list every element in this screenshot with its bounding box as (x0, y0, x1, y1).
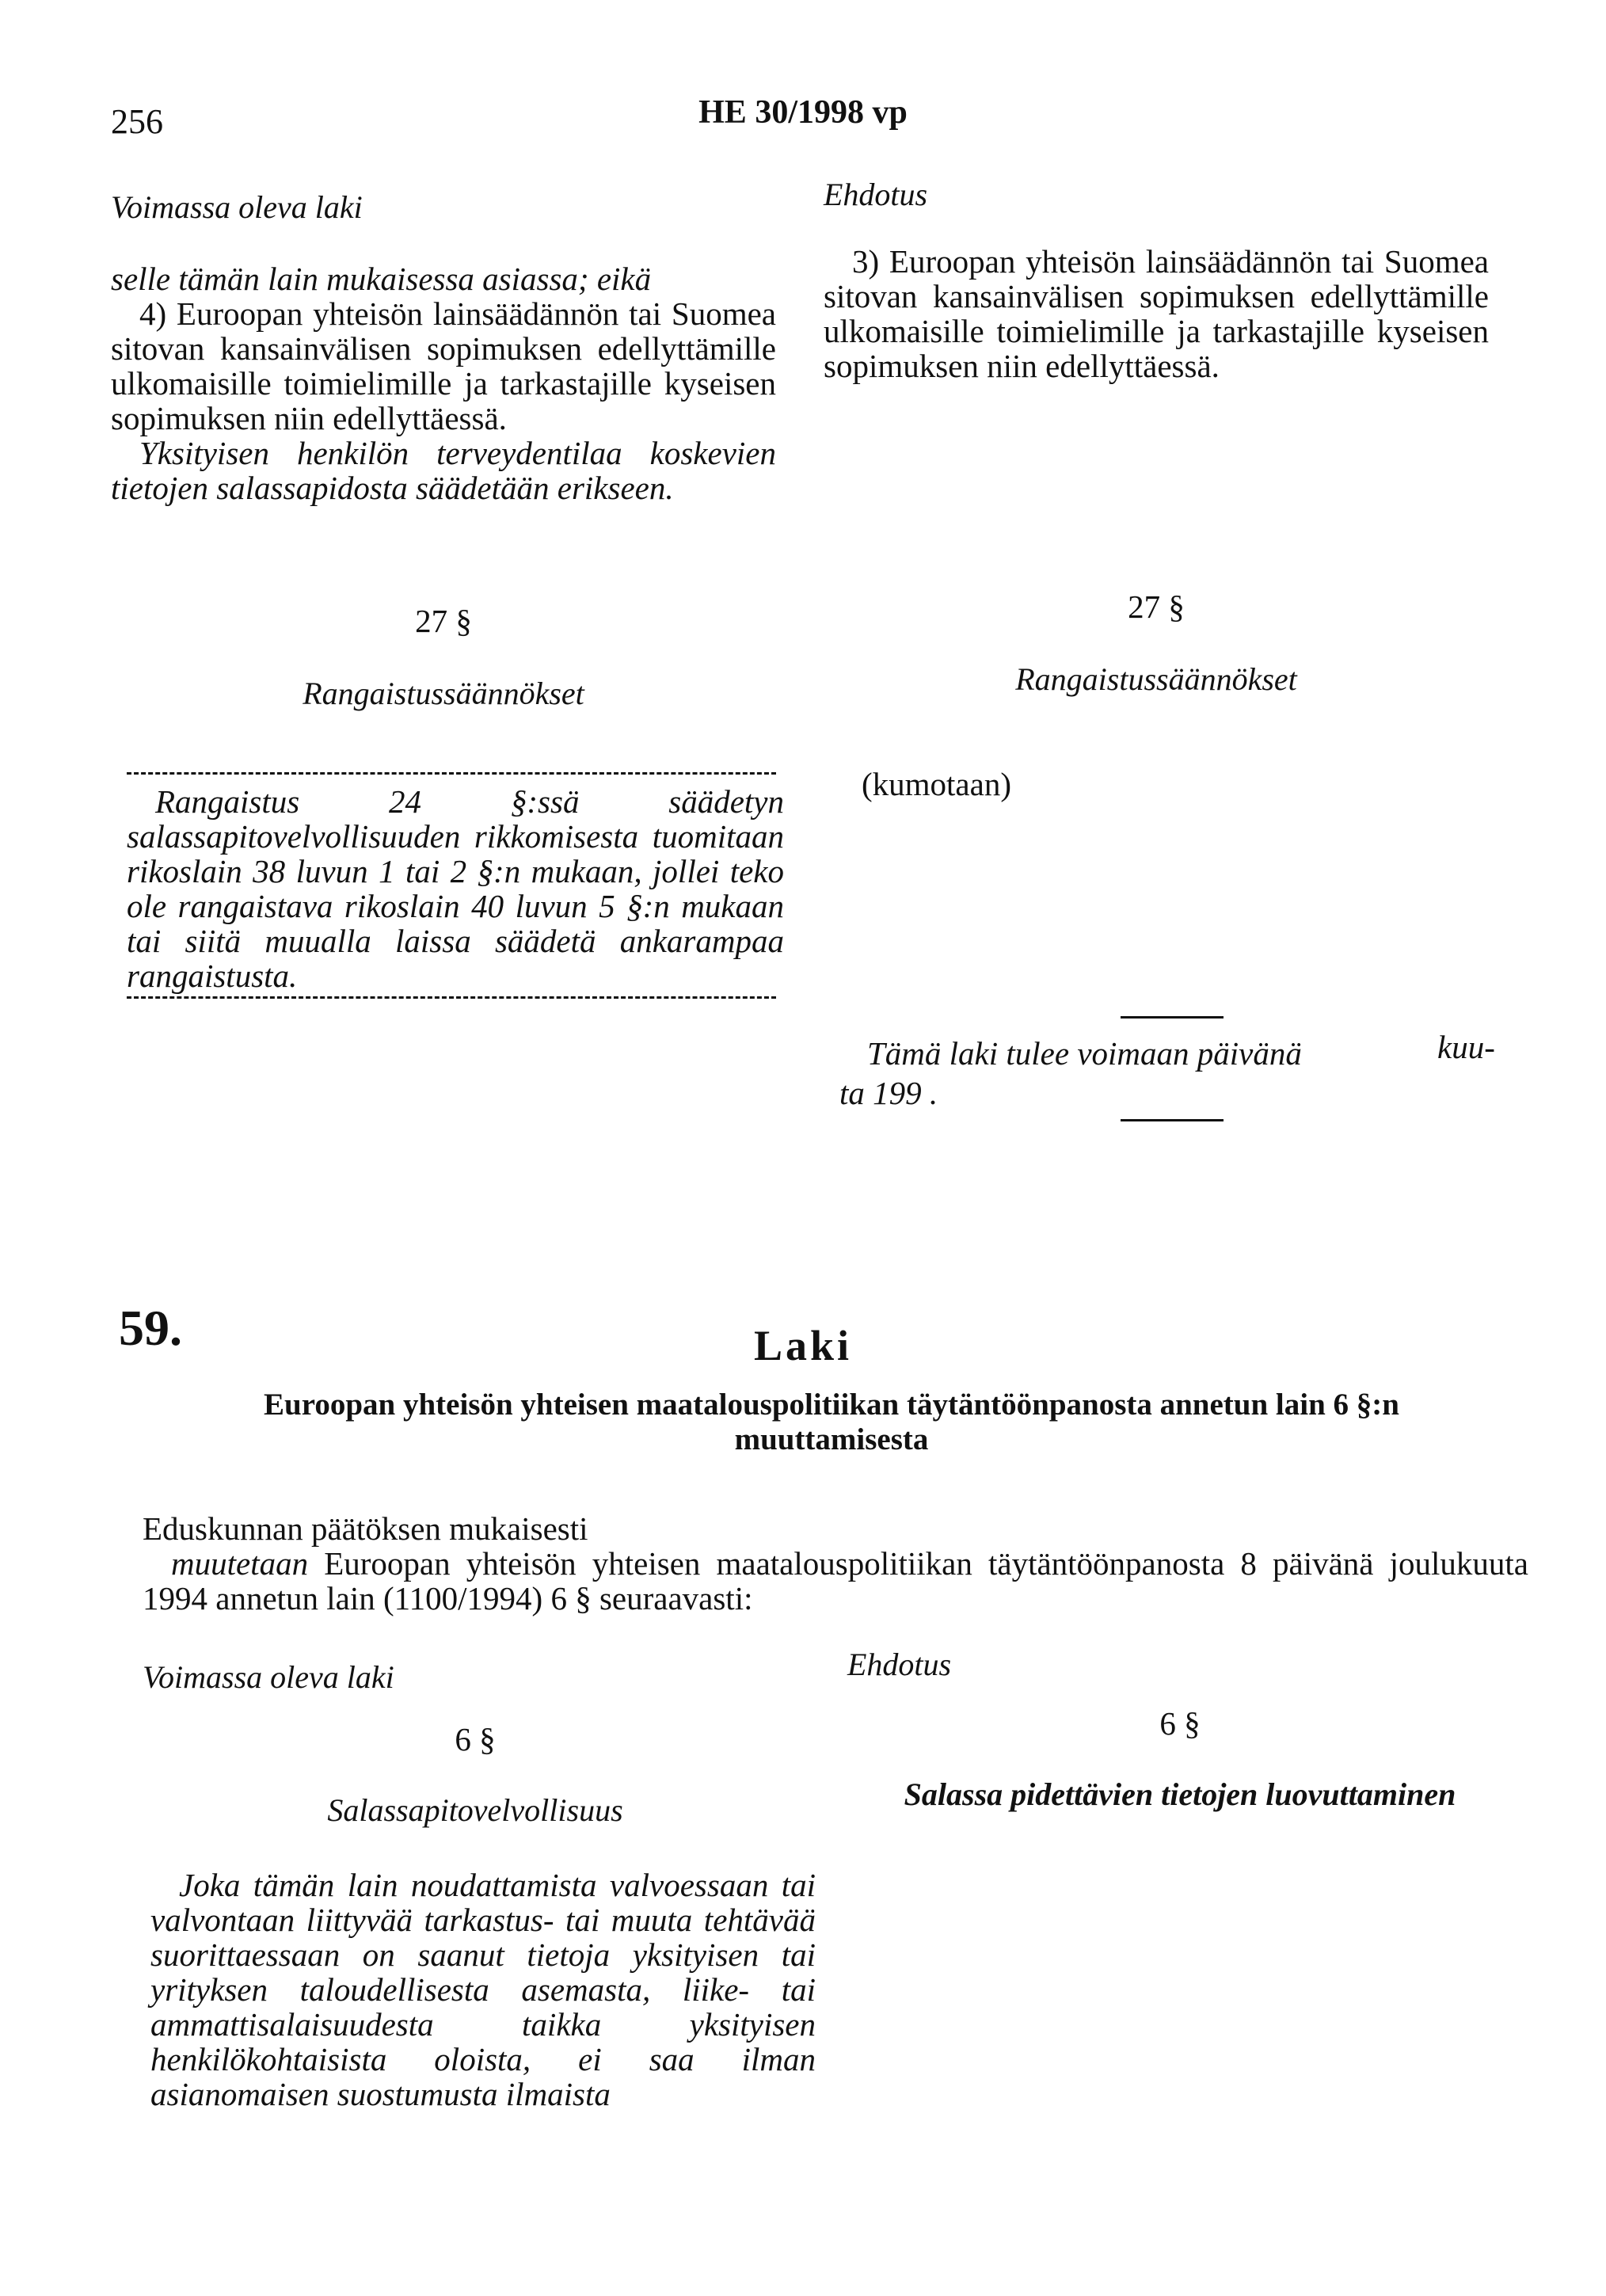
effective-text-a: Tämä laki tulee voimaan päivänä (867, 1035, 1302, 1072)
left-para-b: 4) Euroopan yhteisön lainsäädännön tai Suomea sitovan kansainvälisen sopimuksen edellyttämille ulkomaisille toimielimille ja tarkastajille kyseisen sopimuksen niin edellyttäessä. (111, 295, 776, 436)
penalty-block (127, 784, 784, 993)
effective-text-b: kuu- (1437, 1029, 1495, 1065)
left-section-number: 27 § (415, 603, 472, 639)
omission-line-bottom (127, 996, 776, 999)
law-subtitle: Euroopan yhteisön yhteisen maatalouspolitiikan täytäntöönpanosta annetun lain 6 §:n muuttamisesta (264, 1388, 1399, 1456)
repealed-note: (kumotaan) (862, 766, 1011, 802)
left-column-heading-2: Voimassa oleva laki (143, 1659, 394, 1695)
left-para-c: Yksityisen henkilön terveydentilaa koskevien tietojen salassapidosta säädetään erikseen. (111, 435, 776, 506)
intro-line: Eduskunnan päätöksen mukaisesti (143, 1510, 588, 1547)
amend-text: Euroopan yhteisön yhteisen maatalouspolitiikan täytäntöönpanosta 8 päivänä joulukuuta 1994 annetun lain (1100/1994) 6 § seuraavasti: (143, 1545, 1528, 1616)
left-section-title-2: Salassapitovelvollisuus (327, 1792, 623, 1828)
left-section-number-2: 6 § (455, 1721, 496, 1757)
left-column-heading: Voimassa oleva laki (111, 189, 363, 225)
law-intro (143, 1511, 1528, 1616)
left-para-a: selle tämän lain mukaisessa asiassa; eikä (111, 261, 652, 297)
law-title: Laki (753, 1322, 853, 1369)
right-section-title: Rangaistussäännökset (1015, 661, 1297, 697)
right-section-title-2: Salassa pidettävien tietojen luovuttaminen (904, 1776, 1456, 1812)
right-section-number: 27 § (1128, 588, 1185, 625)
right-section-number-2: 6 § (1159, 1705, 1201, 1742)
rule-above-effective (1121, 1016, 1224, 1019)
page-number: 256 (111, 102, 163, 141)
omission-line-top (127, 772, 776, 775)
amend-keyword: muutetaan (171, 1545, 309, 1582)
law-number: 59. (119, 1300, 182, 1356)
left-column-body-2 (150, 1868, 816, 2111)
right-column-heading: Ehdotus (824, 177, 928, 212)
running-title: HE 30/1998 vp (698, 94, 908, 131)
left-section-title: Rangaistussäännökset (303, 676, 584, 711)
right-column-heading-2: Ehdotus (847, 1647, 952, 1682)
right-column-body (824, 244, 1489, 383)
penalty-text: Rangaistus 24 §:ssä säädetyn salassapitovelvollisuuden rikkomisesta tuomitaan rikoslain 38 luvun 1 tai 2 §:n mukaan, jollei teko ole rangaistava rikoslain 40 luvun 5 §:n mukaan tai siitä muualla laissa säädetä ankarampaa rangaistusta. (127, 783, 784, 994)
amend-paragraph (143, 1546, 1528, 1616)
effective-text-c: ta 199 . (839, 1075, 938, 1111)
rule-below-effective (1121, 1119, 1224, 1121)
left-para-2: Joka tämän lain noudattamista valvoessaan tai valvontaan liittyvää tarkastus- tai muuta tehtävää suorittaessaan on saanut tietoja yksityisen tai yrityksen taloudellisesta asemasta, liike- tai ammattisalaisuudesta taikka yksityisen henkilökohtaisista oloista, ei saa ilman asianomaisen suostumusta ilmaista (150, 1867, 816, 2112)
left-column-body (111, 261, 776, 505)
right-para-a: 3) Euroopan yhteisön lainsäädännön tai Suomea sitovan kansainvälisen sopimuksen edellyttämille ulkomaisille toimielimille ja tarkastajille kyseisen sopimuksen niin edellyttäessä. (824, 243, 1489, 384)
